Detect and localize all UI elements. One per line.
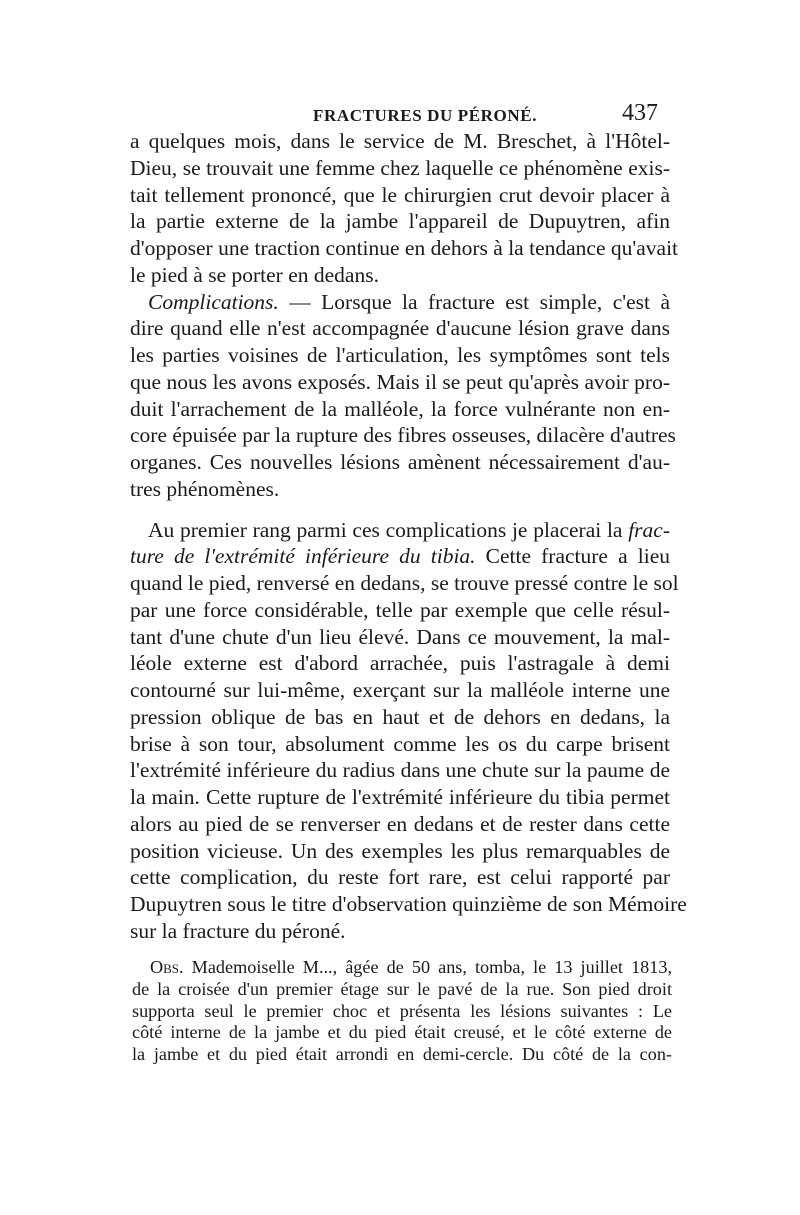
- text-line: [132, 957, 672, 979]
- text-line: organes. Ces nouvelles lésions amènent nécessairement d'au-: [130, 450, 670, 474]
- text-line: tres phénomènes.: [130, 476, 280, 501]
- text-line: d'opposer une traction continue en dehors à la tendance qu'avait: [130, 236, 679, 260]
- text-line: contourné sur lui-même, exerçant sur la malléole interne une: [130, 678, 670, 702]
- observation-block: [132, 957, 672, 1066]
- text-line: la partie externe de la jambe l'appareil de Dupuytren, afin: [130, 209, 670, 234]
- text-line: que nous les avons exposés. Mais il se peut qu'après avoir pro-: [130, 369, 670, 394]
- text-line: core épuisée par la rupture des fibres osseuses, dilacère d'autres: [130, 423, 676, 448]
- text-line: supporta seul le premier choc et présenta les lésions suivantes : Le: [132, 1000, 672, 1021]
- obs-label: Obs.: [150, 957, 184, 977]
- section-lead-italic: Complications.: [148, 289, 279, 314]
- text-line: le pied à se porter en dedans.: [130, 262, 379, 287]
- body-text: [130, 128, 687, 945]
- text-line: l'extrémité inférieure du radius dans une chute sur la paume de: [130, 758, 670, 783]
- text-line: duit l'arrachement de la malléole, la force vulnérante non en-: [130, 396, 670, 421]
- text-line: alors au pied de se renverser en dedans et de rester dans cette: [130, 811, 670, 836]
- text-line: tant d'une chute d'un lieu élevé. Dans ce mouvement, la mal-: [130, 624, 670, 649]
- text-line: Dieu, se trouvait une femme chez laquelle ce phénomène exis-: [130, 155, 670, 180]
- text-line: tait tellement prononcé, que le chirurgien crut devoir placer à: [130, 182, 670, 207]
- text-line: la jambe et du pied était arrondi en demi-cercle. Du côté de la con-: [132, 1044, 672, 1065]
- text-fragment: — Lorsque la fracture est simple, c'est à: [278, 289, 670, 314]
- text-fragment: Cette fracture a lieu: [475, 544, 670, 569]
- text-line: les parties voisines de l'articulation, les symptômes sont tels: [130, 343, 670, 367]
- text-fragment: Au premier rang parmi ces complications je placerai la: [148, 517, 629, 542]
- running-title: FRACTURES DU PÉRONÉ.: [313, 106, 538, 125]
- text-line: sur la fracture du péroné.: [130, 918, 346, 943]
- text-line: a quelques mois, dans le service de M. Breschet, à l'Hôtel-: [130, 129, 670, 153]
- text-line: côté interne de la jambe et du pied était creusé, et le côté externe de: [132, 1022, 672, 1043]
- italic-fragment: frac-: [628, 517, 670, 542]
- text-line: cette complication, du reste fort rare, est celui rapporté par: [130, 865, 670, 890]
- text-line: la main. Cette rupture de l'extrémité inférieure du tibia permet: [130, 785, 670, 809]
- text-line: [130, 543, 670, 570]
- text-line: position vicieuse. Un des exemples les plus remarquables de: [130, 838, 670, 863]
- text-line: Dupuytren sous le titre d'observation quinzième de son Mémoire: [130, 892, 687, 916]
- text-fragment: Mademoiselle M..., âgée de 50 ans, tomba, le 13 juillet 1813,: [183, 957, 672, 977]
- page-header: [130, 100, 668, 128]
- text-line: de la croisée d'un premier étage sur le pavé de la rue. Son pied droit: [132, 978, 672, 999]
- text-line: quand le pied, renversé en dedans, se trouve pressé contre le sol: [130, 571, 679, 595]
- text-line: léole externe est d'abord arrachée, puis l'astragale à demi: [130, 651, 670, 676]
- paragraph-gap: [130, 503, 670, 517]
- text-line: [130, 517, 670, 544]
- text-line: brise à son tour, absolument comme les os du carpe brisent: [130, 731, 670, 756]
- text-line: [130, 289, 670, 316]
- text-line: pression oblique de bas en haut et de dehors en dedans, la: [130, 704, 670, 729]
- text-line: par une force considérable, telle par exemple que celle résul-: [130, 597, 670, 622]
- italic-fragment: ture de l'extrémité inférieure du tibia.: [130, 544, 476, 569]
- text-line: dire quand elle n'est accompagnée d'aucune lésion grave dans: [130, 316, 670, 341]
- page-number: 437: [622, 100, 658, 126]
